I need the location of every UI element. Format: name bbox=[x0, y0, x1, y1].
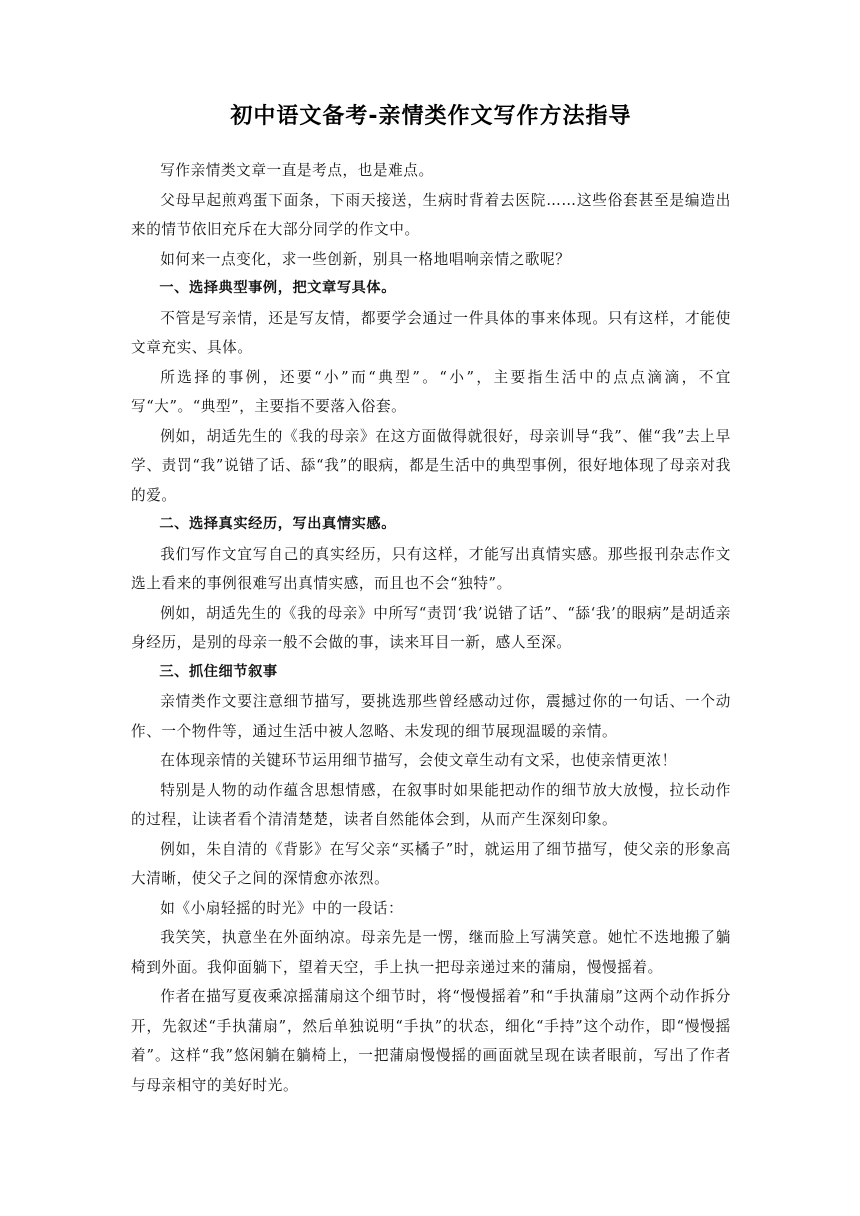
paragraph-small-typical: 所选择的事例，还要“小”而“典型”。“小”，主要指生活中的点点滴滴，不宜写“大”。“典型”，主要指不要落入俗套。 bbox=[131, 368, 731, 415]
paragraph-detail-description: 亲情类作文要注意细节描写，要挑选那些曾经感动过你，震撼过你的一句话、一个动作、一个物件等，通过生活中被人忽略、未发现的细节展现温暖的亲情。 bbox=[131, 693, 731, 740]
paragraph-example-hushi-1: 例如，胡适先生的《我的母亲》在这方面做得就很好，母亲训导“我”、催“我”去上早学、责罚“我”说错了话、舔“我”的眼病，都是生活中的典型事例，很好地体现了母亲对我的爱。 bbox=[131, 427, 731, 504]
paragraph-quote-excerpt: 我笑笑，执意坐在外面纳凉。母亲先是一愣，继而脸上写满笑意。她忙不迭地搬了躺椅到外面。我仰面躺下，望着天空，手上执一把母亲递过来的蒲扇，慢慢摇着。 bbox=[131, 929, 731, 976]
paragraph-analysis: 作者在描写夏夜乘凉摇蒲扇这个细节时，将“慢慢摇着”和“手执蒲扇”这两个动作拆分开，先叙述“手执蒲扇”，然后单独说明“手执”的状态，细化“手持”这个动作，即“慢慢摇着”。这样“我”悠闲躺在躺椅上，一把蒲扇慢慢摇的画面就呈现在读者眼前，写出了作者与母亲相守的美好时光。 bbox=[131, 988, 731, 1094]
section-heading-1: 一、选择典型事例，把文章写具体。 bbox=[159, 280, 396, 296]
paragraph-action-details: 特别是人物的动作蕴含思想情感，在叙事时如果能把动作的细节放大放慢，拉长动作的过程，让读者看个清清楚楚，读者自然能体会到，从而产生深刻印象。 bbox=[131, 781, 731, 828]
section-heading-2: 二、选择真实经历，写出真情实感。 bbox=[159, 516, 396, 532]
paragraph-concrete-events: 不管是写亲情，还是写友情，都要学会通过一件具体的事来体现。只有这样，才能使文章充实、具体。 bbox=[131, 309, 731, 356]
paragraph-cliche-plots: 父母早起煎鸡蛋下面条，下雨天接送，生病时背着去医院……这些俗套甚至是编造出来的情节依旧充斥在大部分同学的作文中。 bbox=[131, 191, 731, 238]
document-page bbox=[131, 100, 731, 1100]
paragraph-question: 如何来一点变化，求一些创新，别具一格地唱响亲情之歌呢？ bbox=[160, 250, 571, 268]
document-title: 初中语文备考-亲情类作文写作方法指导 bbox=[230, 104, 632, 129]
paragraph-key-moments: 在体现亲情的关键环节运用细节描写，会使文章生动有文采，也使亲情更浓！ bbox=[160, 752, 677, 769]
paragraph-intro: 写作亲情类文章一直是考点，也是难点。 bbox=[160, 162, 434, 179]
paragraph-real-experience: 我们写作文宜写自己的真实经历，只有这样，才能写出真情实感。那些报刊杂志作文选上看来的事例很难写出真情实感，而且也不会“独特”。 bbox=[131, 545, 731, 592]
paragraph-quote-intro: 如《小扇轻摇的时光》中的一段话： bbox=[160, 899, 404, 917]
section-heading-3: 三、抓住细节叙事 bbox=[159, 663, 278, 680]
paragraph-example-beiying: 例如，朱自清的《背影》在写父亲“买橘子”时，就运用了细节描写，使父亲的形象高大清晰，使父子之间的深情愈亦浓烈。 bbox=[131, 840, 731, 887]
paragraph-example-hushi-2: 例如，胡适先生的《我的母亲》中所写“责罚‘我’说错了话”、“舔‘我’的眼病”是胡适亲身经历，是别的母亲一般不会做的事，读来耳目一新，感人至深。 bbox=[131, 604, 731, 651]
